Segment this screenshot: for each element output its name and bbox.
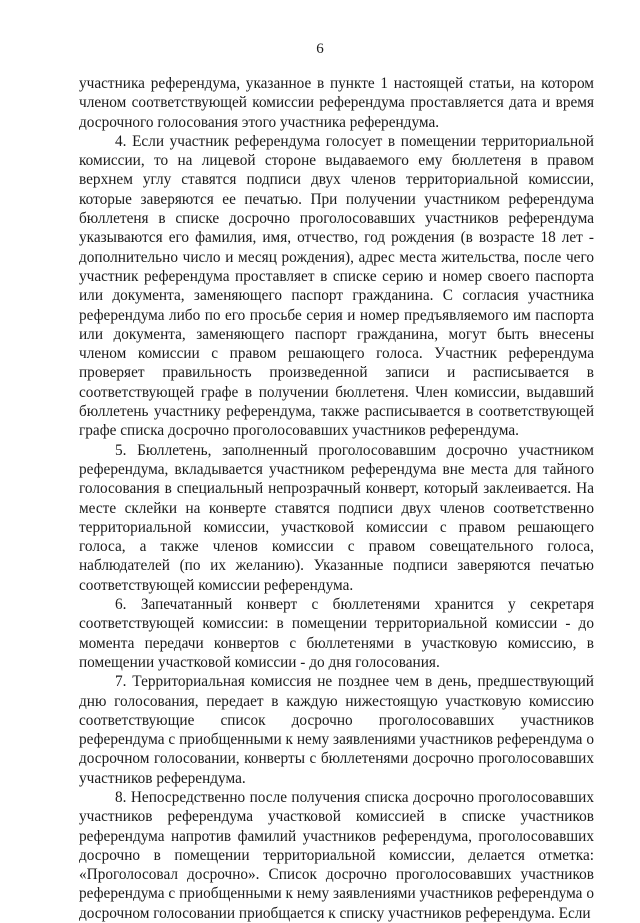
paragraph-item-5: 5. Бюллетень, заполненный проголосовавшим досрочно участником референдума, вкладывается участником референдума вне места для тайного голосования в специальный непрозрачный конверт, который заклеивается. На месте склейки на конверте ставятся подписи двух членов соответственно территориальной комиссии, участковой комиссии с правом решающего голоса, а также членов комиссии с правом совещательного голоса, наблюдателей (по их желанию). Указанные подписи заверяются печатью соответствующей комиссии референдума.: [79, 441, 594, 594]
document-body: [79, 74, 594, 923]
page-number: 6: [316, 41, 324, 57]
paragraph-item-8: 8. Непосредственно после получения списка досрочно проголосовавших участников референдума участковой комиссией в списке участников референдума напротив фамилий участников референдума, проголосовавших досрочно в помещении территориальной комиссии, делается отметка: «Проголосовал досрочно». Список досрочно проголосовавших участников референдума с приобщенными к нему заявлениями участников референдума о досрочном голосовании приобщается к списку участников референдума. Если: [79, 788, 594, 922]
paragraph-item-4: 4. Если участник референдума голосует в помещении территориальной комиссии, то на лицевой стороне выдаваемого ему бюллетеня в правом верхнем углу ставятся подписи двух членов территориальной комиссии, которые заверяются ее печатью. При получении участником референдума бюллетеня в списке досрочно проголосовавших участников референдума указываются его фамилия, имя, отчество, год рождения (в возрасте 18 лет - дополнительно число и месяц рождения), адрес места жительства, после чего участник референдума проставляет в списке серию и номер своего паспорта или документа, заменяющего паспорт гражданина. С согласия участника референдума либо по его просьбе серия и номер предъявляемого им паспорта или документа, заменяющего паспорт гражданина, могут быть внесены членом комиссии с правом решающего голоса. Участник референдума проверяет правильность произведенной записи и расписывается в соответствующей графе в получении бюллетеня. Член комиссии, выдавший бюллетень участнику референдума, также расписывается в соответствующей графе списка досрочно проголосовавших участников референдума.: [79, 132, 594, 440]
paragraph-item-6: 6. Запечатанный конверт с бюллетенями хранится у секретаря соответствующей комиссии: в помещении территориальной комиссии - до момента передачи конвертов с бюллетенями в участковую комиссию, в помещении участковой комиссии - до дня голосования.: [79, 596, 594, 671]
paragraph-item-7: 7. Территориальная комиссия не позднее чем в день, предшествующий дню голосования, передает в каждую нижестоящую участковую комиссию соответствующие список досрочно проголосовавших участников референдума с приобщенными к нему заявлениями участников референдума о досрочном голосовании, конверты с бюллетенями досрочно проголосовавших участников референдума.: [79, 673, 594, 787]
paragraph-continuation: участника референдума, указанное в пункте 1 настоящей статьи, на котором членом соответствующей комиссии референдума проставляется дата и время досрочного голосования этого участника референдума.: [79, 75, 594, 131]
